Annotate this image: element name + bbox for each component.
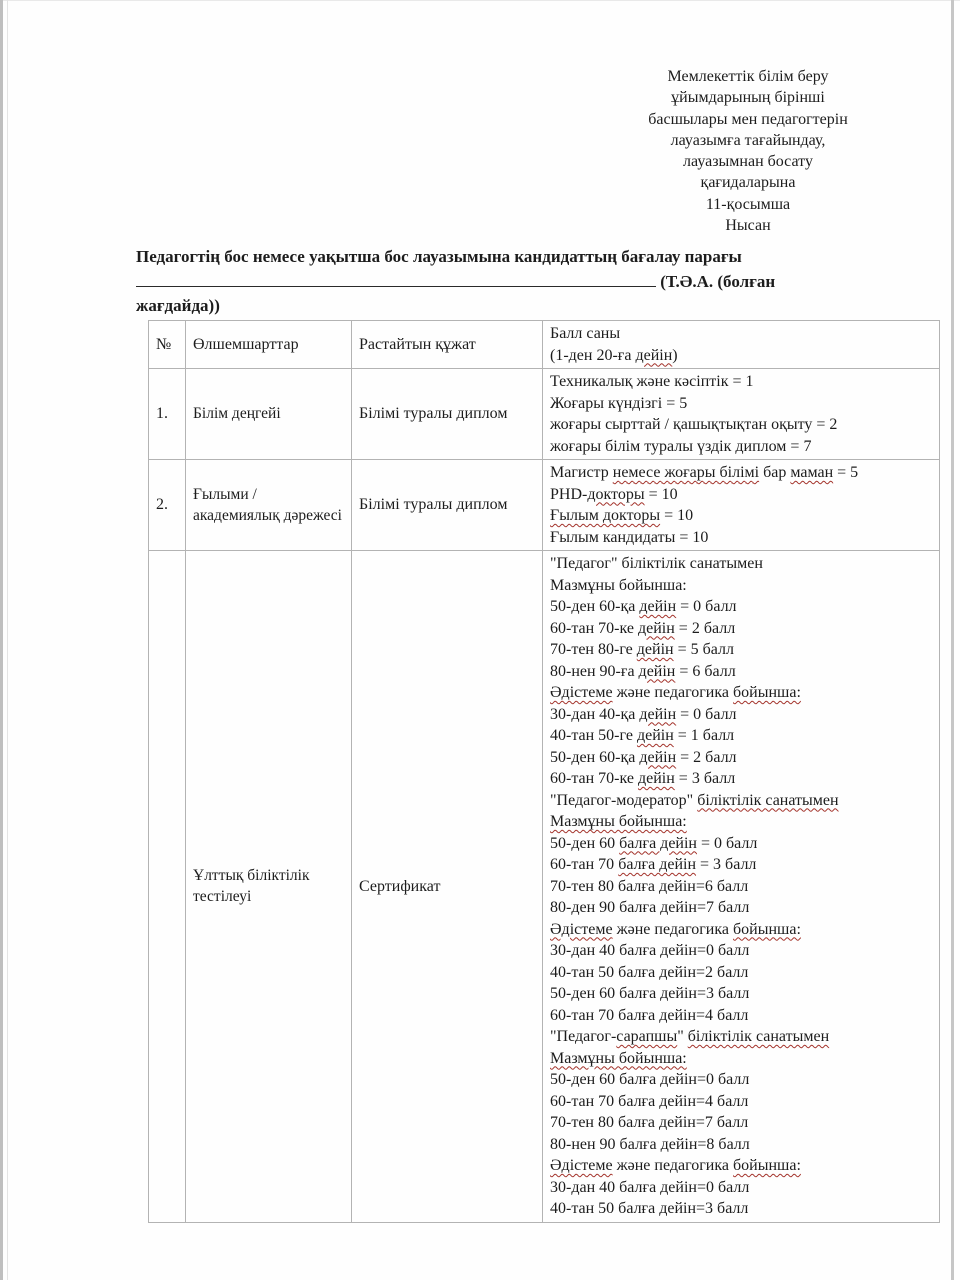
- text-segment: 50-ден 60 балға дейін=3 балл: [550, 985, 750, 1002]
- text-segment: Магистр: [550, 464, 613, 481]
- text-segment: бар: [759, 464, 791, 481]
- spellcheck-flagged-text: дейін: [637, 770, 675, 787]
- points-line: [550, 811, 932, 833]
- points-line: [550, 1091, 932, 1113]
- title-block: [136, 245, 936, 319]
- text-segment: Жоғары күндізгі = 5: [550, 394, 688, 412]
- text-segment: Мазмұны бойынша:: [550, 576, 687, 594]
- spellcheck-flagged-text: Әдістеме: [550, 1157, 613, 1174]
- spellcheck-flagged-text: бойынша:: [733, 684, 801, 701]
- cell-criteria: Білім деңгейі: [186, 369, 352, 460]
- points-line: [550, 854, 932, 876]
- points-line: [550, 1005, 932, 1027]
- spellcheck-flagged-text: Мазмұны бойынша:: [550, 1049, 687, 1067]
- spellcheck-flagged-text: бойынша:: [733, 920, 801, 938]
- header-cell-num: №: [149, 321, 186, 369]
- points-line: [550, 962, 932, 984]
- points-line: [550, 393, 932, 415]
- points-line: [550, 505, 932, 527]
- photo-edge-left-inner: [7, 0, 8, 1280]
- text-segment: және педагогика: [612, 684, 733, 701]
- spellcheck-flagged-text: Әдістеме: [550, 920, 613, 938]
- header-cell-points: [543, 321, 940, 369]
- text-segment: = 0 балл: [696, 834, 758, 852]
- spellcheck-flagged-text: дейін: [639, 705, 677, 723]
- cell-num: 1.: [149, 369, 186, 460]
- points-line: [550, 725, 932, 747]
- points-line: [550, 462, 932, 484]
- annex-header-line: қағидаларына: [700, 174, 796, 192]
- spellcheck-flagged-text: дейін: [639, 598, 677, 615]
- points-line: [550, 484, 932, 506]
- points-line: [550, 553, 932, 575]
- text-segment: жоғары сырттай / қашықтықтан оқыту = 2: [550, 416, 838, 433]
- spellcheck-flagged-text: сарапшы: [616, 1028, 678, 1045]
- text-segment: 60-тан 70: [550, 856, 619, 873]
- cell-document: Білімі туралы диплом: [352, 369, 543, 460]
- header-cell-document: Растайтын құжат: [352, 321, 543, 369]
- cell-document: Білімі туралы диплом: [352, 460, 543, 551]
- points-line: [550, 1198, 932, 1220]
- text-segment: 70-тен 80 балға дейін=7 балл: [550, 1114, 749, 1131]
- points-line: [550, 1134, 932, 1156]
- annex-header-line: басшылары мен педагогтерін: [648, 110, 848, 128]
- points-line: [550, 682, 932, 704]
- text-segment: = 5: [833, 464, 859, 481]
- points-line: [550, 639, 932, 661]
- points-line: [550, 436, 932, 458]
- name-line-suffix: (Т.Ә.А. (болған: [660, 271, 776, 291]
- text-segment: 60-тан 70-ке: [550, 619, 638, 637]
- points-line: [550, 661, 932, 683]
- points-line: [550, 897, 932, 919]
- text-segment: ": [677, 1028, 688, 1045]
- text-segment: "Педагог-: [550, 1028, 617, 1045]
- points-line: [550, 876, 932, 898]
- spellcheck-flagged-text: біліктілік санатымен: [687, 1028, 830, 1045]
- points-line: [550, 1048, 932, 1070]
- spellcheck-flagged-text: дейін: [637, 619, 675, 637]
- points-line: [550, 618, 932, 640]
- spellcheck-flagged-text: маман: [790, 464, 834, 481]
- spellcheck-flagged-text: балға дейін: [619, 834, 697, 852]
- spellcheck-flagged-text: докторы: [587, 485, 645, 503]
- annex-header-line: Мемлекеттік білім беру: [667, 68, 829, 85]
- points-header-title: Балл саны: [550, 325, 621, 342]
- text-segment: = 2 балл: [676, 748, 737, 766]
- points-line: [550, 575, 932, 597]
- points-line: [550, 1177, 932, 1199]
- name-entry-line: [136, 270, 936, 295]
- text-segment: = 0 балл: [676, 598, 737, 615]
- spellcheck-flagged-text: дейін: [635, 346, 673, 364]
- annex-header-line: ұйымдарының бірінші: [671, 89, 825, 107]
- text-segment: = 10: [644, 485, 678, 503]
- text-segment: ): [672, 346, 678, 364]
- points-line: [550, 983, 932, 1005]
- text-segment: 80-ден 90 балға дейін=7 балл: [550, 899, 750, 916]
- text-segment: 80-нен 90 балға дейін=8 балл: [550, 1135, 750, 1153]
- spellcheck-flagged-text: Ғылым докторы: [550, 507, 661, 524]
- points-line: [550, 704, 932, 726]
- table-row: [149, 369, 940, 460]
- text-segment: 30-дан 40 балға дейін=0 балл: [550, 942, 750, 959]
- cell-points: [543, 460, 940, 551]
- evaluation-table: [148, 320, 940, 1223]
- spellcheck-flagged-text: дейін: [639, 748, 677, 766]
- text-segment: PHD-: [550, 485, 588, 503]
- text-segment: және педагогика: [612, 1157, 733, 1174]
- points-line: [550, 747, 932, 769]
- points-line: [550, 919, 932, 941]
- annex-header-line: 11-қосымша: [705, 195, 791, 213]
- text-segment: = 0 балл: [676, 705, 737, 723]
- text-segment: жоғары білім туралы үздік диплом = 7: [550, 437, 812, 455]
- text-segment: 50-ден 60-қа: [550, 598, 640, 615]
- cell-num: [149, 551, 186, 1223]
- text-segment: = 5 балл: [673, 641, 734, 658]
- spellcheck-flagged-text: немесе жоғары білімі: [612, 464, 760, 481]
- cell-criteria: Ғылыми / академиялық дәрежесі: [186, 460, 352, 551]
- photo-edge-top: [0, 0, 960, 1]
- text-segment: 40-тан 50-ге: [550, 727, 637, 744]
- photo-edge-left: [0, 0, 3, 1280]
- points-line: [550, 768, 932, 790]
- table-row: [149, 460, 940, 551]
- cell-num: 2.: [149, 460, 186, 551]
- photo-edge-right: [951, 0, 954, 1280]
- points-line: [550, 940, 932, 962]
- text-segment: 80-нен 90-ға: [550, 662, 639, 680]
- spellcheck-flagged-text: Мазмұны бойынша:: [550, 813, 687, 830]
- table-header-row: [149, 321, 940, 369]
- text-segment: = 3 балл: [674, 770, 736, 787]
- points-line: [550, 1069, 932, 1091]
- table-row: [149, 551, 940, 1223]
- text-segment: "Педагог" біліктілік санатымен: [550, 555, 763, 572]
- points-line: [550, 833, 932, 855]
- text-segment: және педагогика: [612, 920, 733, 938]
- points-line: [550, 1112, 932, 1134]
- text-segment: 40-тан 50 балға дейін=2 балл: [550, 963, 749, 981]
- text-segment: 30-дан 40 балға дейін=0 балл: [550, 1178, 750, 1196]
- text-segment: = 3 балл: [696, 856, 757, 873]
- points-line: [550, 1155, 932, 1177]
- text-segment: = 2 балл: [674, 619, 736, 637]
- name-line-continuation: жағдайда)): [136, 296, 220, 316]
- points-line: [550, 1026, 932, 1048]
- text-segment: 40-тан 50 балға дейін=3 балл: [550, 1200, 749, 1217]
- document-title: Педагогтің бос немесе уақытша бос лауазымына кандидаттың бағалау парағы: [136, 247, 742, 266]
- text-segment: = 10: [660, 507, 694, 524]
- annex-header-block: [578, 66, 918, 236]
- cell-points: [543, 551, 940, 1223]
- annex-header-line: Нысан: [725, 217, 771, 235]
- text-segment: 60-тан 70 балға дейін=4 балл: [550, 1006, 749, 1024]
- text-segment: "Педагог-модератор": [550, 791, 698, 809]
- points-line: [550, 596, 932, 618]
- points-line: [550, 414, 932, 436]
- points-line: [550, 790, 932, 812]
- annex-header-line: лауазымнан босату: [683, 153, 813, 171]
- text-segment: Ғылым кандидаты = 10: [550, 528, 709, 546]
- spellcheck-flagged-text: дейін: [636, 641, 674, 658]
- spellcheck-flagged-text: бойынша:: [733, 1157, 801, 1174]
- cell-points: [543, 369, 940, 460]
- spellcheck-flagged-text: дейін: [636, 727, 674, 744]
- cell-criteria: Ұлттық біліктілік тестілеуі: [186, 551, 352, 1223]
- cell-document: Сертификат: [352, 551, 543, 1223]
- spellcheck-flagged-text: балға дейін: [618, 856, 697, 873]
- text-segment: 60-тан 70-ке: [550, 770, 638, 787]
- text-segment: 30-дан 40-қа: [550, 705, 640, 723]
- spellcheck-flagged-text: дейін: [638, 662, 676, 680]
- points-line: [550, 527, 932, 549]
- text-segment: (1-ден 20-ға: [550, 346, 636, 364]
- points-line: [550, 371, 932, 393]
- text-segment: 70-тен 80 балға дейін=6 балл: [550, 877, 749, 895]
- points-header-range: [550, 345, 932, 367]
- text-segment: 50-ден 60 балға дейін=0 балл: [550, 1071, 750, 1088]
- text-segment: Техникалық және кәсіптік = 1: [550, 373, 754, 390]
- text-segment: = 1 балл: [673, 727, 735, 744]
- text-segment: 50-ден 60-қа: [550, 748, 640, 766]
- spellcheck-flagged-text: біліктілік санатымен: [697, 791, 839, 809]
- spellcheck-flagged-text: Әдістеме: [550, 684, 613, 701]
- header-cell-criteria: Өлшемшарттар: [186, 321, 352, 369]
- annex-header-line: лауазымға тағайындау,: [670, 131, 826, 149]
- text-segment: 60-тан 70 балға дейін=4 балл: [550, 1092, 749, 1110]
- name-blank-field: [136, 272, 656, 287]
- text-segment: = 6 балл: [675, 662, 736, 680]
- text-segment: 50-ден 60: [550, 834, 620, 852]
- text-segment: 70-тен 80-ге: [550, 641, 637, 658]
